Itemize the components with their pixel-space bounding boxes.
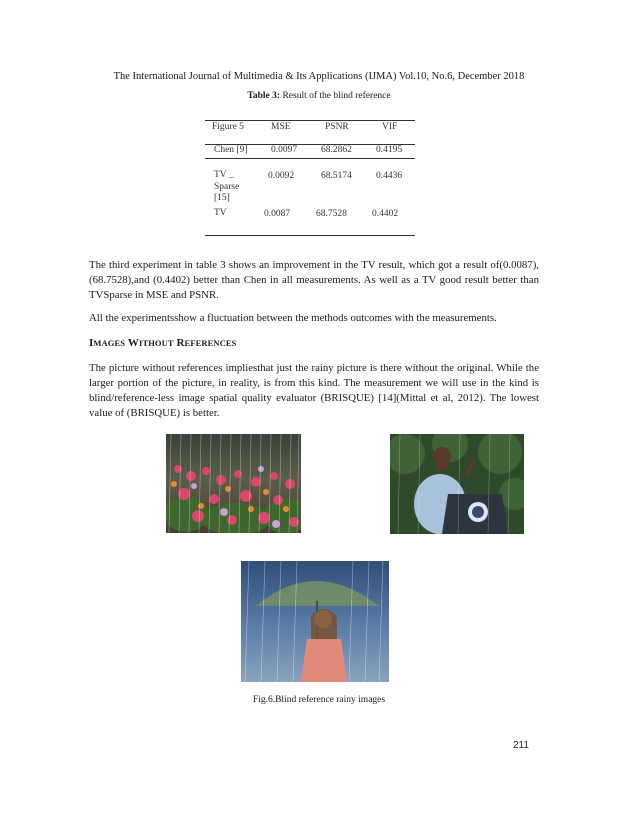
row-tv-vif: 0.4402	[372, 209, 399, 219]
paragraph-no-reference: The picture without references impliesthat just the rainy picture is there without the original. While the larger portion of the picture, in reality, is from this kind. The measurement we will use in the kind is blind/reference-less image spatial quality evaluator (BRISQUE) [14](Mittal et al, 2012). The lowest value of (BRISQUE) is better.	[89, 362, 539, 419]
row-chen-psnr: 68.2862	[321, 145, 352, 155]
journal-header: The International Journal of Multimedia & Its Applications (IJMA) Vol.10, No.6, December 2018	[113, 71, 525, 82]
row-chen-name: Chen [9]	[214, 145, 248, 155]
table-row-rule	[205, 158, 415, 159]
heading-word-ithout: ITHOUT	[139, 338, 174, 348]
table-caption	[0, 91, 638, 101]
row-tv-psnr: 68.7528	[316, 209, 347, 219]
heading-word-eferences: EFERENCES	[184, 338, 237, 348]
heading-letter-r: R	[176, 337, 185, 349]
figure-caption: Fig.6.Blind reference rainy images	[252, 695, 386, 705]
table-top-rule	[205, 120, 415, 121]
heading-letter-w: W	[127, 337, 140, 349]
heading-word-mages: MAGES	[93, 338, 126, 348]
page-number: 211	[513, 740, 529, 751]
table-caption-label: Table 3:	[247, 91, 281, 101]
paragraph-experiment-three: The third experiment in table 3 shows an improvement in the TV result, which got a result of(0.0087), (68.7528),and (0.4402) better than Chen in all measurements. As well as a TV good result better than TVSparse in MSE and PSNR.	[89, 259, 539, 301]
row-chen-mse: 0.0097	[271, 145, 298, 155]
results-table	[205, 120, 415, 238]
row-tvsparse-psnr: 68.5174	[321, 171, 352, 181]
table-caption-text: Result of the blind reference	[280, 91, 391, 101]
col-header-vif: VIF	[382, 122, 398, 132]
section-heading	[89, 337, 236, 349]
rainy-flowers-image	[166, 434, 301, 533]
col-header-mse: MSE	[271, 122, 291, 132]
rainy-umbrella-image	[241, 561, 389, 682]
col-header-psnr: PSNR	[325, 122, 349, 132]
row-tvsparse-name-line1: TV _	[214, 170, 234, 180]
row-tv-name: TV	[214, 208, 227, 218]
paragraph-fluctuation: All the experimentsshow a fluctuation between the methods outcomes with the measurements.	[89, 312, 497, 324]
rainy-speaker-image	[390, 434, 524, 534]
row-tvsparse-name-line3: [15]	[214, 193, 230, 203]
col-header-figure: Figure 5	[212, 122, 244, 132]
table-bottom-rule	[205, 235, 415, 236]
row-tvsparse-name-line2: Sparse	[214, 182, 240, 192]
heading-letter-i: I	[89, 337, 94, 349]
row-chen-vif: 0.4195	[376, 145, 403, 155]
row-tvsparse-mse: 0.0092	[268, 171, 295, 181]
row-tvsparse-vif: 0.4436	[376, 171, 403, 181]
row-tv-mse: 0.0087	[264, 209, 291, 219]
